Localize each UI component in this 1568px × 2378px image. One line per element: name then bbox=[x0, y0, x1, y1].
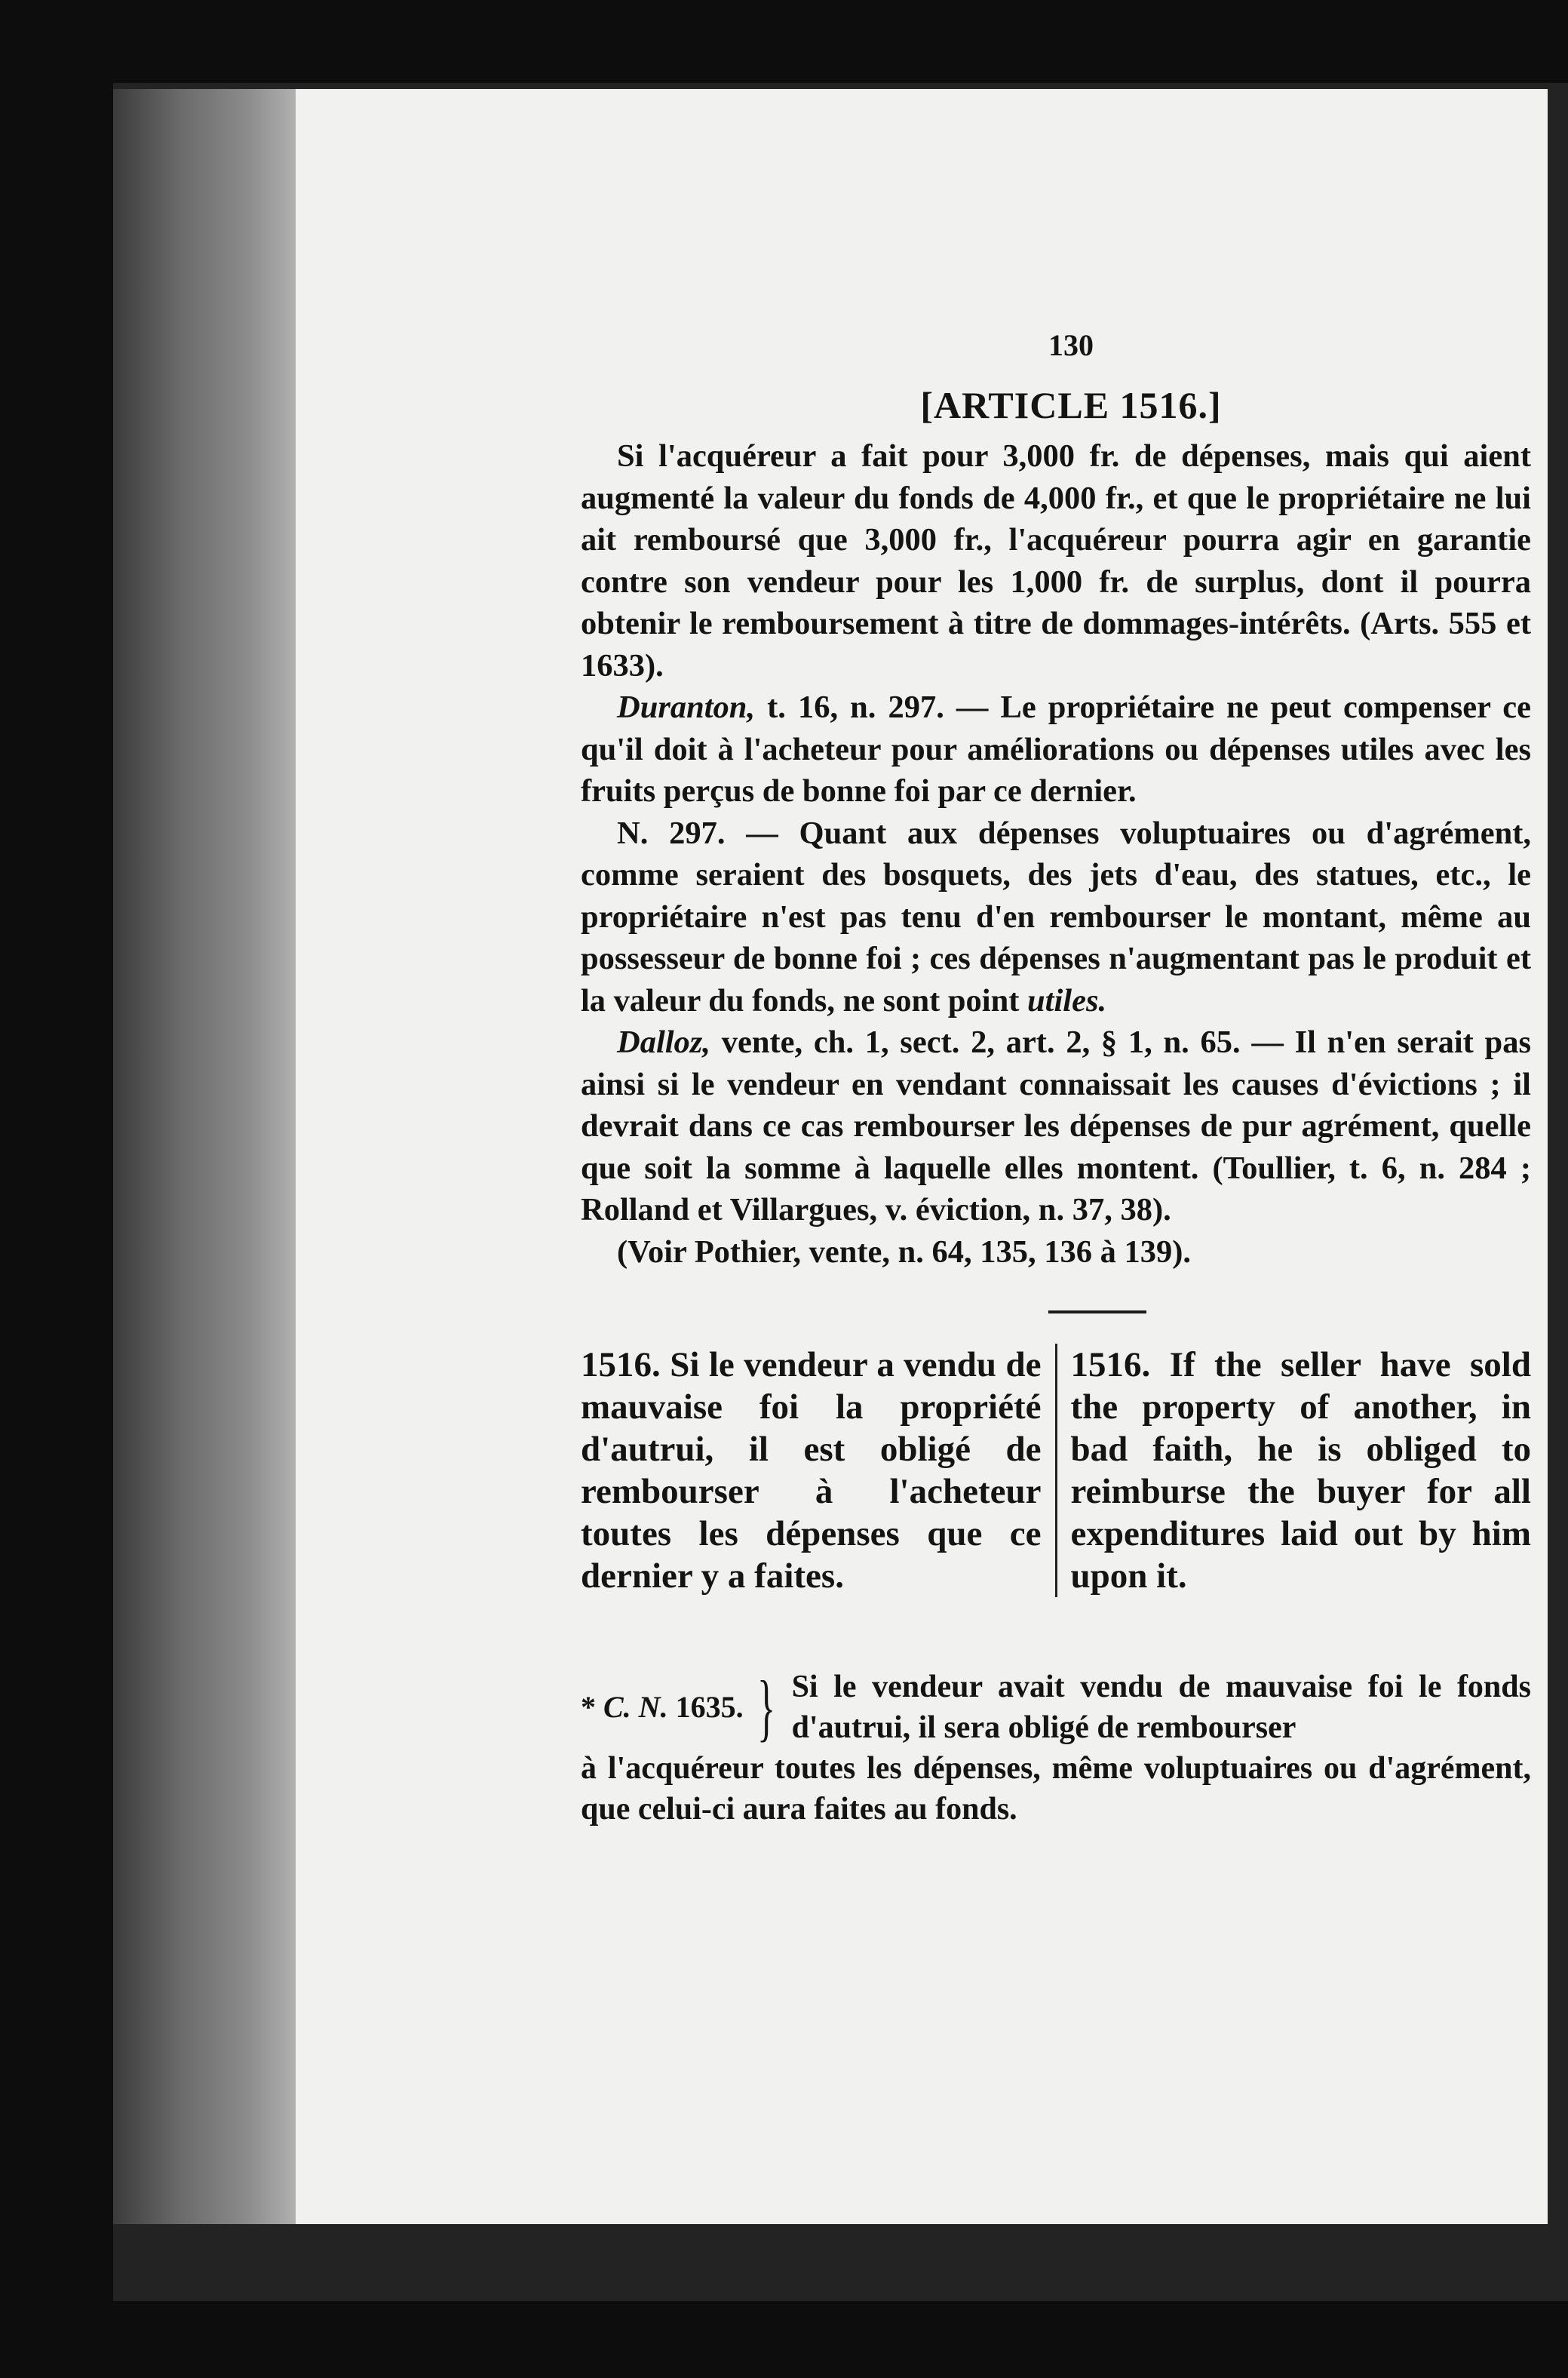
section-divider bbox=[1048, 1310, 1146, 1313]
brace-glyph: } bbox=[756, 1665, 775, 1749]
note-code: C. N. bbox=[603, 1690, 668, 1724]
note-marker: * bbox=[581, 1690, 603, 1724]
note-continuation: à l'acquéreur toutes les dépenses, même voluptuaires ou d'agrément, que celui-ci aura faites au fonds. bbox=[581, 1751, 1531, 1827]
commentary-paragraph-2 bbox=[581, 687, 1531, 813]
note-head bbox=[581, 1667, 1531, 1748]
note-first-line: Si le vendeur avait vendu de mauvaise foi le fonds d'autrui, il sera obligé de rembourser bbox=[791, 1670, 1531, 1745]
source-dalloz: Dalloz, bbox=[617, 1025, 710, 1060]
article-columns bbox=[581, 1344, 1531, 1597]
code-napoleon-note bbox=[581, 1667, 1531, 1830]
note-article-number: 1635. bbox=[667, 1690, 744, 1724]
article-english-column: 1516. If the seller have sold the property of another, in bad faith, he is obliged to reimburse the buyer for all expenditures laid out by him upon it. bbox=[1070, 1345, 1531, 1596]
page-edge-stack bbox=[113, 89, 302, 2224]
commentary-paragraph-2-text: t. 16, n. 297. — Le propriétaire ne peut compenser ce qu'il doit à l'acheteur pour améliorations ou dépenses utiles avec les fruits perçus de bonne foi par ce dernier. bbox=[581, 690, 1531, 809]
page-content bbox=[581, 324, 1531, 1830]
article-french-column: 1516. Si le vendeur a vendu de mauvaise foi la propriété d'autrui, il est obligé de rembourser à l'acheteur toutes les dépenses que ce dernier y a faites. bbox=[581, 1344, 1057, 1597]
page-number: 130 bbox=[1048, 328, 1094, 362]
commentary-paragraph-3 bbox=[581, 813, 1531, 1022]
commentary-paragraph-3-italic: utiles. bbox=[1027, 982, 1107, 1018]
article-heading: [ARTICLE 1516.] bbox=[920, 383, 1222, 426]
source-duranton: Duranton, bbox=[617, 690, 756, 725]
note-reference bbox=[581, 1687, 744, 1728]
commentary-paragraph-4 bbox=[581, 1022, 1531, 1231]
commentary-paragraph-4-text: vente, ch. 1, sect. 2, art. 2, § 1, n. 65. — Il n'en serait pas ainsi si le vendeur en vendant connaissait les causes d'évictions ; il devrait dans ce cas rembourser les dépenses de pur agrément, quelle que soit la somme à laquelle elles montent. (Toullier, t. 6, n. 284 ; Rolland et Villargues, v. éviction, n. 37, 38). bbox=[581, 1025, 1531, 1227]
commentary-paragraph-5: (Voir Pothier, vente, n. 64, 135, 136 à 139). bbox=[617, 1234, 1192, 1270]
commentary-paragraph-3-text: N. 297. — Quant aux dépenses voluptuaires ou d'agrément, comme seraient des bosquets, des jets d'eau, des statues, etc., le propriétaire n'est pas tenu d'en rembourser le montant, même au possesseur de bonne foi ; ces dépenses n'augmentant pas le produit et la valeur du fonds, ne sont point bbox=[581, 815, 1531, 1018]
commentary-paragraph-1: Si l'acquéreur a fait pour 3,000 fr. de dépenses, mais qui aient augmenté la valeur du fonds de 4,000 fr., et que le propriétaire ne lui ait remboursé que 3,000 fr., l'acquéreur pourra agir en garantie contre son vendeur pour les 1,000 fr. de surplus, dont il pourra obtenir le remboursement à titre de dommages-intérêts. (Arts. 555 et 1633). bbox=[581, 438, 1531, 684]
